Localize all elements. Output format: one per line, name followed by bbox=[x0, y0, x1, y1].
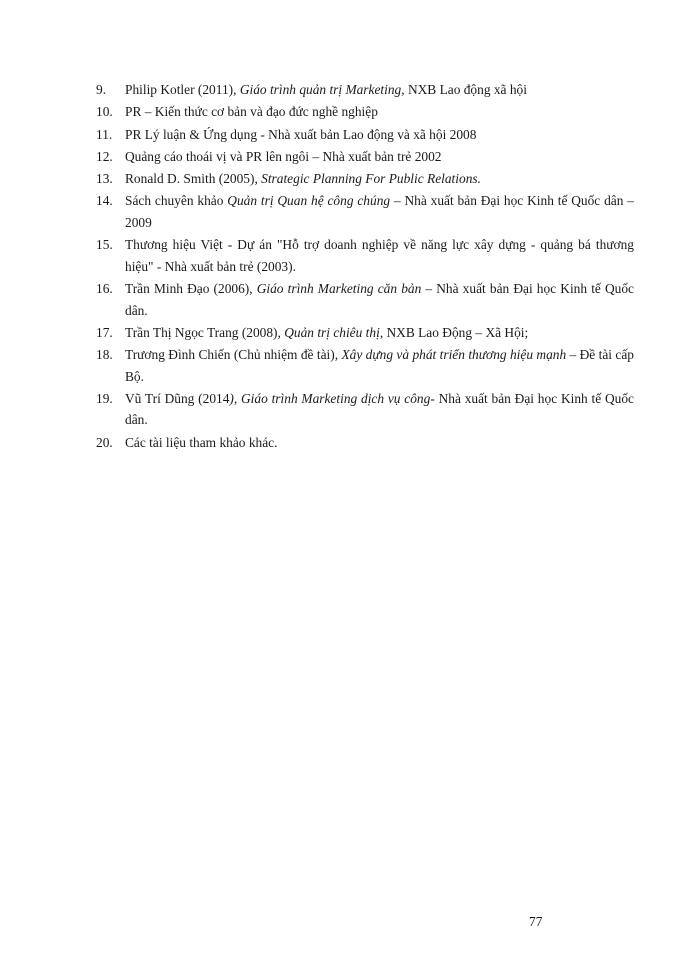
reference-number: 13. bbox=[96, 171, 113, 187]
reference-segment: Philip Kotler (2011), bbox=[125, 82, 240, 97]
reference-segment: Trần Thị Ngọc Trang (2008), bbox=[125, 324, 285, 340]
reference-title: Quản trị chiêu thị bbox=[284, 324, 380, 340]
reference-item bbox=[96, 388, 634, 431]
reference-number: 10. bbox=[96, 104, 113, 120]
reference-number: 12. bbox=[96, 148, 113, 164]
reference-segment: - Nhà xuất bản Đại học Kinh tế Quốc dân. bbox=[125, 390, 634, 428]
reference-title: Giáo trình Marketing căn bản bbox=[256, 281, 422, 297]
reference-number: 11. bbox=[96, 126, 113, 142]
reference-text bbox=[125, 79, 634, 101]
reference-list bbox=[96, 79, 634, 454]
reference-item bbox=[96, 234, 634, 277]
reference-text bbox=[125, 101, 634, 123]
reference-title: Strategic Planning For Public Relations. bbox=[261, 171, 481, 187]
reference-segment: , NXB Lao động xã hội bbox=[401, 82, 527, 97]
reference-segment: PR Lý luận & Ứng dụng - Nhà xuất bản Lao động và xã hội 2008 bbox=[125, 126, 477, 142]
reference-segment: , NXB Lao Động – Xã Hội; bbox=[379, 324, 529, 340]
reference-segment: – Nhà xuất bản Đại học Kinh tế Quốc dân – 2009 bbox=[125, 193, 634, 230]
reference-item bbox=[96, 278, 634, 321]
reference-item bbox=[96, 190, 634, 233]
reference-segment: – Đề tài cấp Bộ. bbox=[125, 347, 634, 384]
reference-text bbox=[125, 168, 634, 190]
reference-text bbox=[125, 146, 634, 168]
reference-text bbox=[125, 190, 634, 233]
reference-segment: Sách chuyên khảo bbox=[125, 193, 228, 209]
reference-item bbox=[96, 124, 634, 146]
reference-text bbox=[125, 322, 634, 344]
reference-segment: – Nhà xuất bản Đại học Kinh tế Quốc dân. bbox=[125, 281, 634, 318]
reference-segment: Trương Đình Chiến (Chủ nhiệm đề tài), bbox=[125, 347, 342, 363]
reference-number: 16. bbox=[96, 281, 113, 297]
reference-text bbox=[125, 344, 634, 387]
reference-segment: Thương hiệu Việt - Dự án "Hỗ trợ doanh nghiệp về năng lực xây dựng - quảng bá thương hiệu" - Nhà xuất bản trẻ (2003). bbox=[125, 237, 634, 274]
reference-segment: PR – Kiến thức cơ bản và đạo đức nghề nghiệp bbox=[125, 104, 378, 120]
reference-title: Xây dựng và phát triển thương hiệu mạnh bbox=[341, 347, 567, 363]
reference-item bbox=[96, 79, 634, 101]
reference-number: 20. bbox=[96, 434, 113, 450]
reference-number: 14. bbox=[96, 193, 113, 209]
reference-number: 18. bbox=[96, 347, 113, 363]
reference-item bbox=[96, 344, 634, 387]
reference-item bbox=[96, 322, 634, 344]
reference-segment: Trần Minh Đạo (2006), bbox=[125, 281, 257, 297]
reference-segment: Quảng cáo thoái vị và PR lên ngôi – Nhà xuất bản trẻ 2002 bbox=[125, 148, 442, 164]
reference-item bbox=[96, 146, 634, 168]
reference-segment: Ronald D. Smith (2005), bbox=[125, 171, 262, 187]
reference-item bbox=[96, 101, 634, 123]
reference-text bbox=[125, 124, 634, 146]
reference-title: Giáo trình quản trị Marketing bbox=[239, 82, 402, 97]
reference-text bbox=[125, 278, 634, 321]
reference-number: 9. bbox=[96, 82, 107, 97]
page-number: 77 bbox=[529, 914, 543, 929]
reference-segment: Vũ Trí Dũng (2014 bbox=[125, 390, 230, 406]
reference-title: ), Giáo trình Marketing dịch vụ công bbox=[229, 390, 431, 406]
reference-number: 19. bbox=[96, 390, 113, 406]
reference-number: 15. bbox=[96, 237, 113, 253]
reference-title: Quản trị Quan hệ công chúng bbox=[227, 193, 391, 209]
reference-text bbox=[125, 432, 634, 454]
reference-item bbox=[96, 168, 634, 190]
reference-number: 17. bbox=[96, 324, 113, 340]
reference-text bbox=[125, 388, 634, 431]
reference-item bbox=[96, 432, 634, 454]
reference-segment: Các tài liệu tham khảo khác. bbox=[125, 434, 278, 450]
reference-text bbox=[125, 234, 634, 277]
